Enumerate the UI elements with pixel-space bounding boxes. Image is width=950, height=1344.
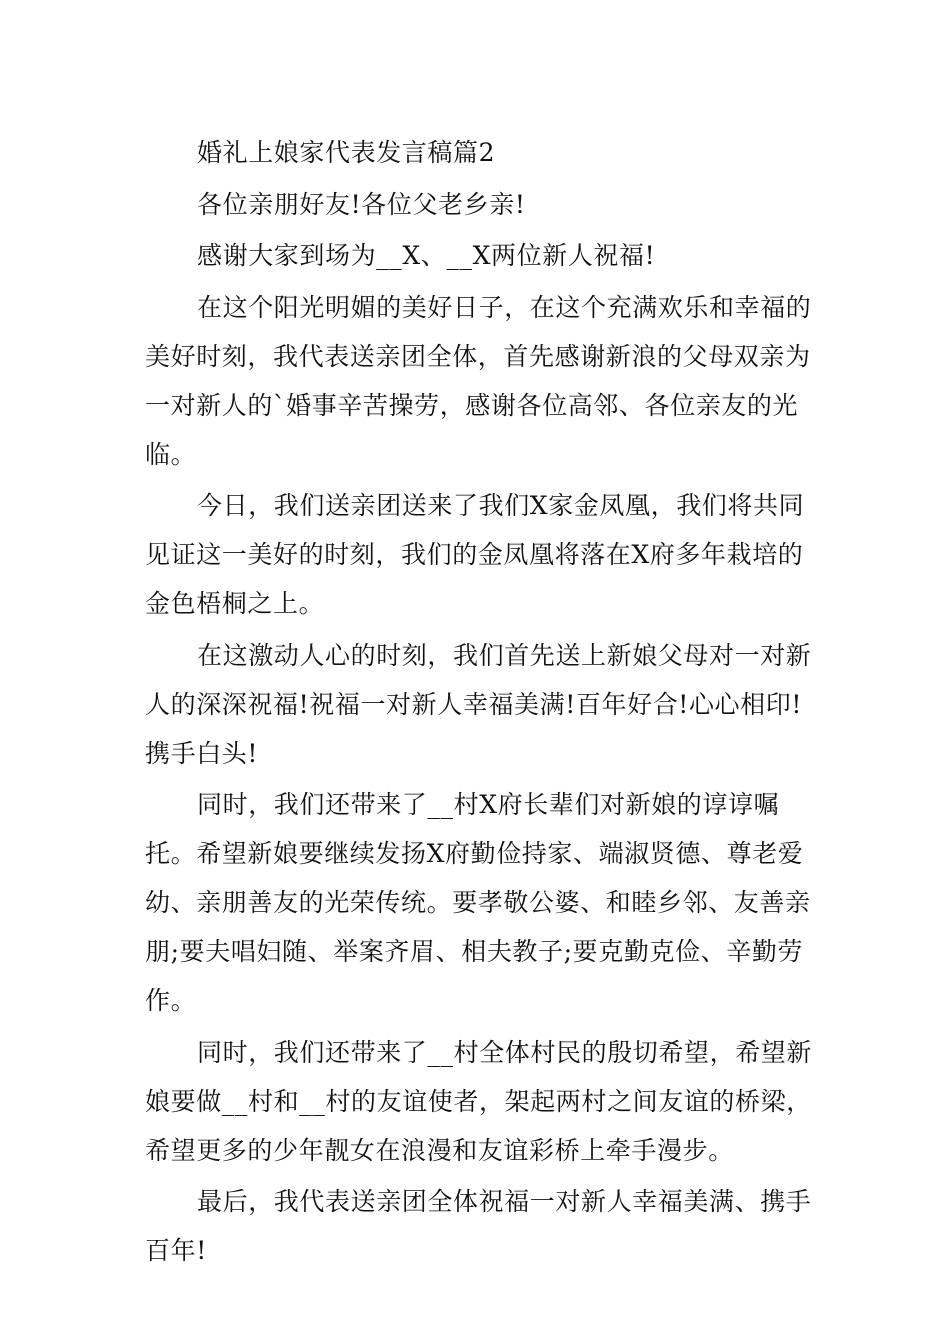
document-title: 婚礼上娘家代表发言稿篇2 [197, 138, 496, 167]
document-body [145, 128, 825, 1278]
paragraph-thanks: 感谢大家到场为__X、__X两位新人祝福! [197, 241, 656, 270]
paragraph-closing: 最后，我代表送亲团全体祝福一对新人幸福美满、携手百年! [145, 1187, 812, 1265]
paragraph-villagers-hope: 同时，我们还带来了__村全体村民的殷切希望，希望新娘要做__村和__村的友谊使者，架起两村之间友谊的桥梁，希望更多的少年靓女在浪漫和友谊彩桥上牵手漫步。 [145, 1037, 813, 1165]
paragraph-greeting: 各位亲朋好友!各位父老乡亲! [197, 189, 526, 219]
paragraph-phoenix: 今日，我们送亲团送来了我们X家金凤凰，我们将共同见证这一美好的时刻，我们的金凤凰将落在X府多年栽培的金色梧桐之上。 [145, 491, 805, 618]
paragraph-parents-blessing: 在这激动人心的时刻，我们首先送上新娘父母对一对新人的深深祝福!祝福一对新人幸福美满!百年好合!心心相印!携手白头! [145, 640, 812, 768]
paragraph-opening: 在这个阳光明媚的美好日子，在这个充满欢乐和幸福的美好时刻，我代表送亲团全体，首先感谢新浪的父母双亲为一对新人的`婚事辛苦操劳，感谢各位高邻、各位亲友的光临。 [145, 292, 812, 469]
paragraph-elders-advice: 同时，我们还带来了__村X府长辈们对新娘的谆谆嘱托。希望新娘要继续发扬X府勤俭持家、端淑贤德、尊老爱幼、亲朋善友的光荣传统。要孝敬公婆、和睦乡邻、友善亲朋;要夫唱妇随、举案齐眉、相夫教子;要克勤克俭、辛勤劳作。 [145, 790, 811, 1015]
